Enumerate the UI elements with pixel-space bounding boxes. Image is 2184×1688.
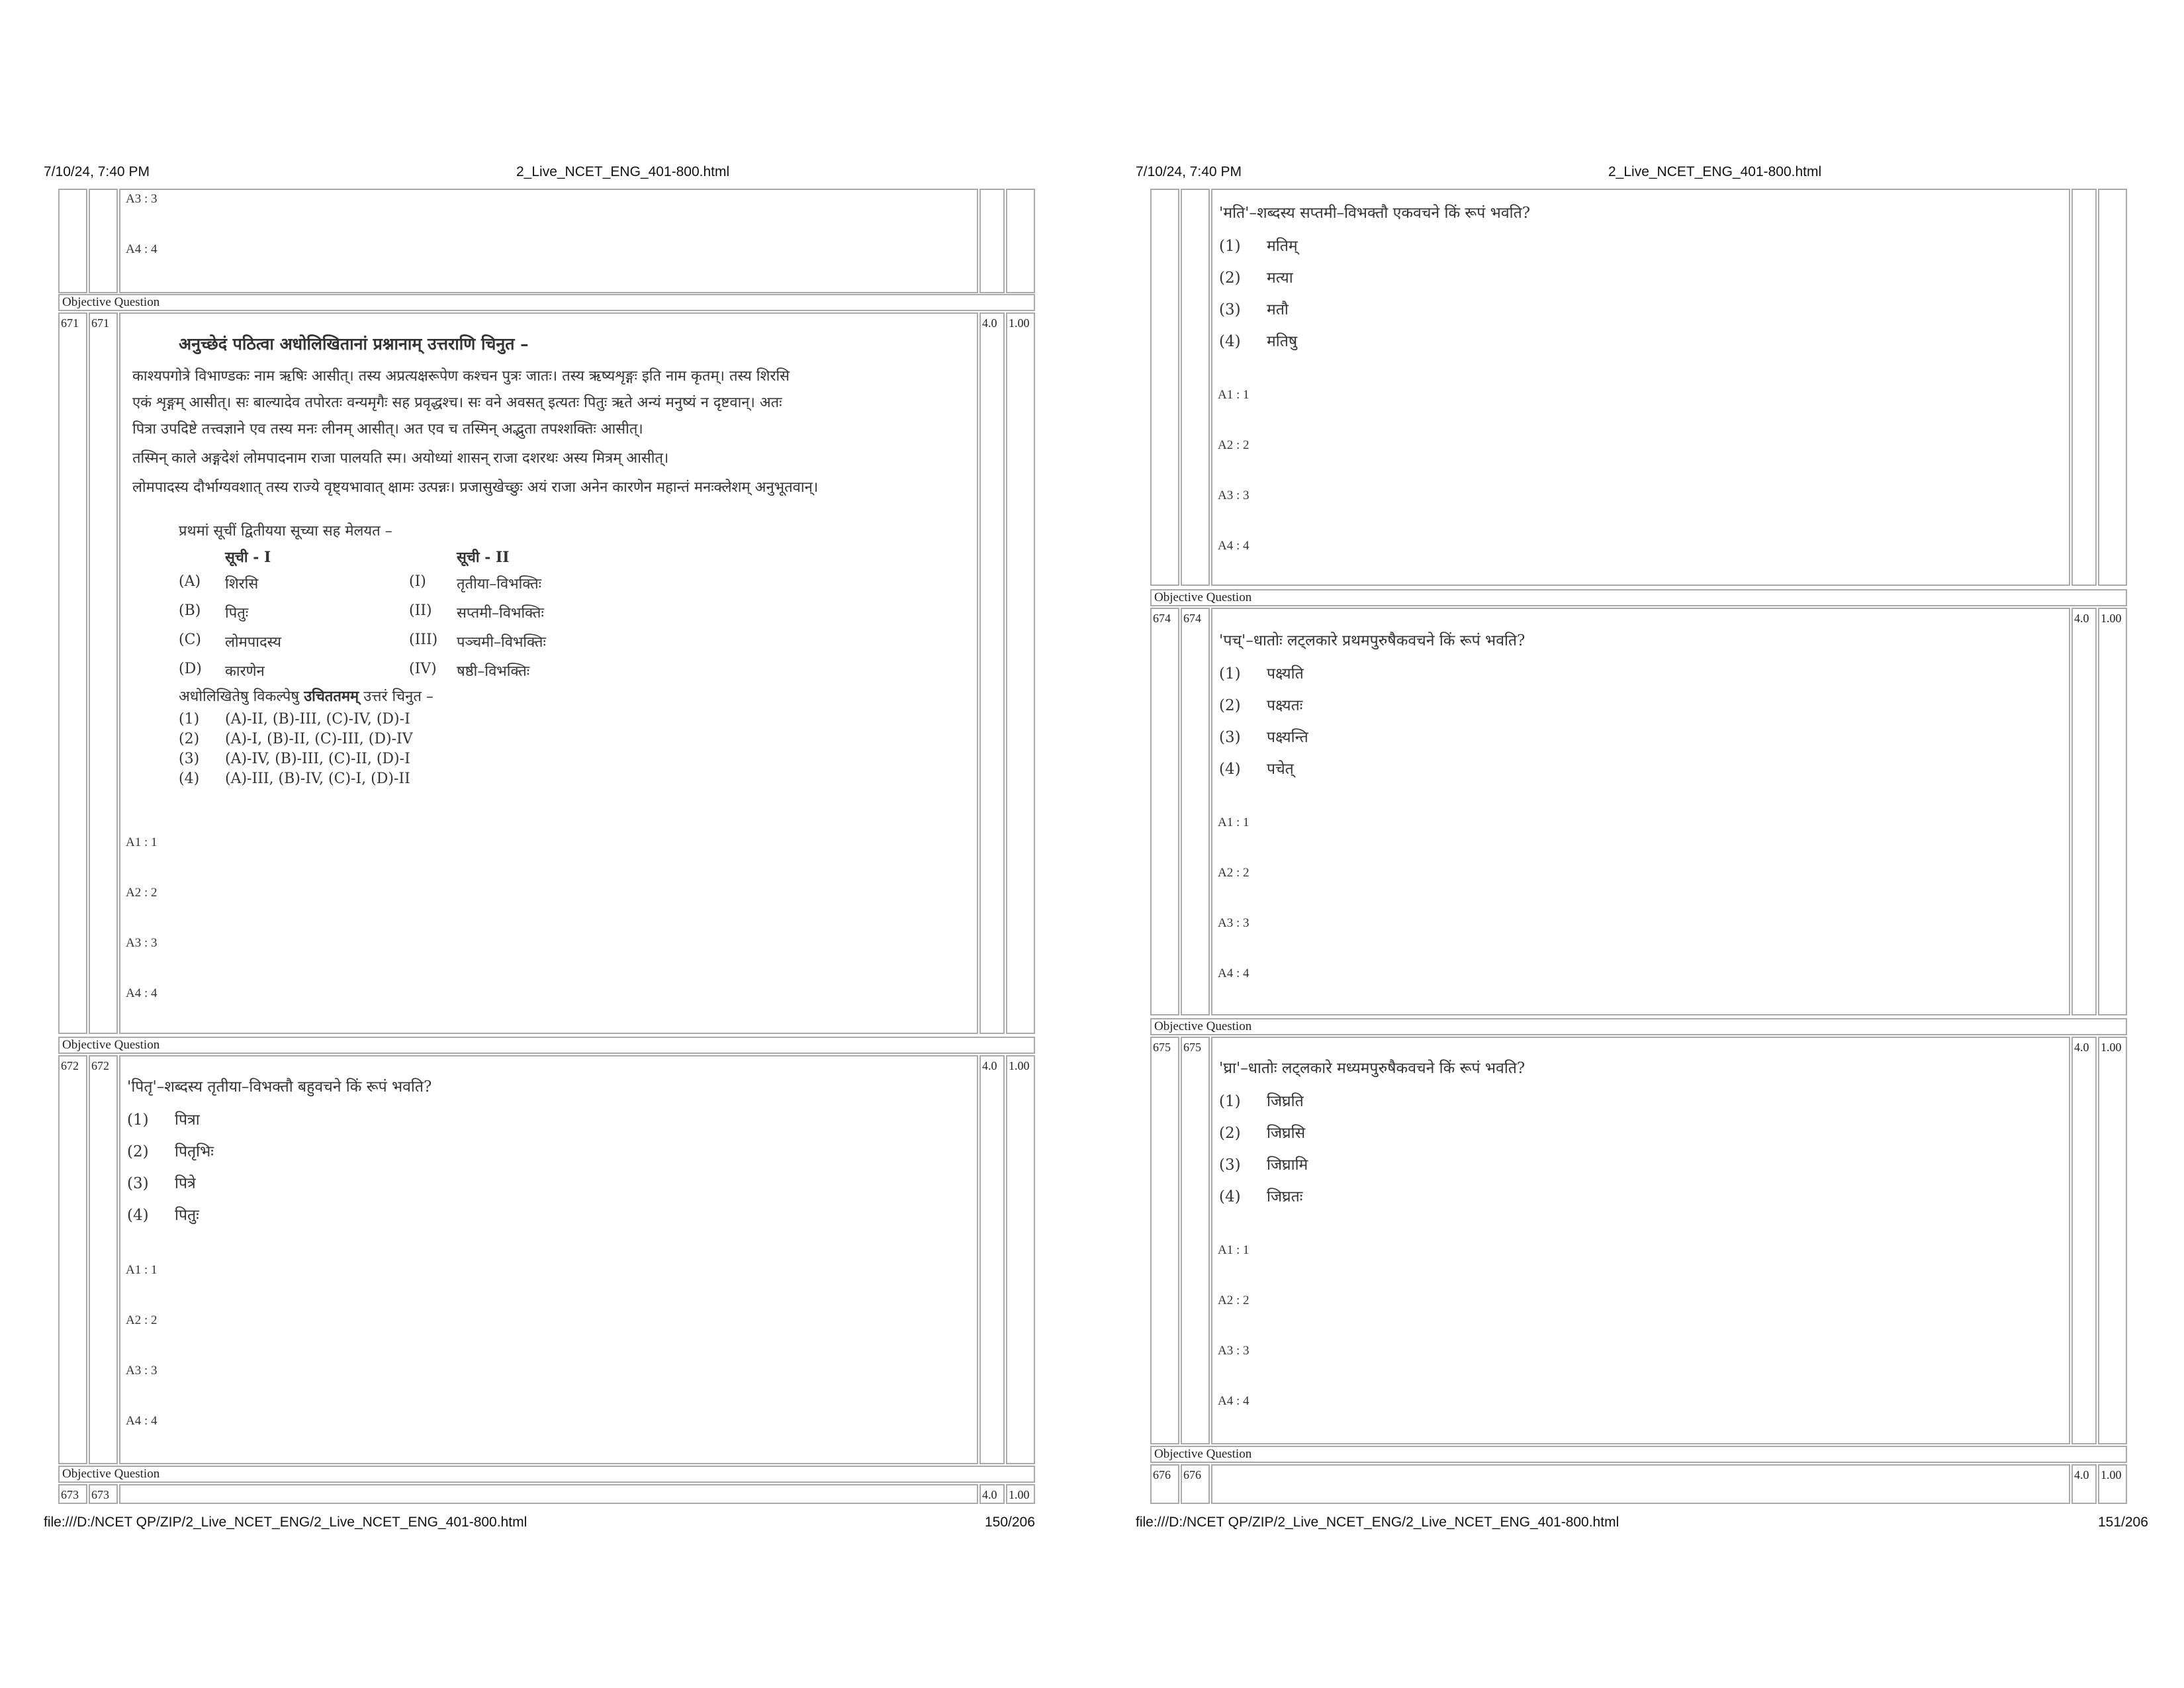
sno-cell-671 (58, 312, 87, 1034)
marks-cell-671 (979, 312, 1005, 1034)
sno-cell-675 (1150, 1037, 1179, 1444)
option-text: पक्ष्यति (1267, 665, 1304, 682)
option-number: (3) (1219, 1156, 1241, 1174)
option-number: (4) (1219, 761, 1241, 778)
answer-3-674: A3 : 3 (1218, 916, 1250, 930)
prev-question-sno-cell (58, 189, 87, 293)
marks-cell-673-cont (2071, 189, 2097, 586)
answer-2-675: A2 : 2 (1218, 1293, 1250, 1307)
match-instruction: प्रथमां सूचीं द्वितीयया सूच्या सह मेलयत – (179, 523, 392, 539)
list-2-key-iv: (IV) (409, 661, 437, 677)
footer-page-number: 150/206 (985, 1515, 1035, 1530)
passage-line-2: एकं शृङ्गम् आसीत्। सः बाल्यादेव तपोरतः वन्यमृगैः सह प्रवृद्धश्च। सः वने अवसत् इत्यतः पितुः ऋते अन्यं मनुष्यं न दृष्टवान्। अतः (132, 395, 782, 411)
list-2-item-iv: षष्ठी–विभक्तिः (457, 663, 530, 680)
answer-3-673: A3 : 3 (1218, 489, 1250, 502)
answer-2-672: A2 : 2 (126, 1313, 158, 1327)
sno-cell-672 (58, 1055, 87, 1464)
choose-bold: उचिततमम् (304, 688, 359, 705)
option-number: (1) (1219, 1093, 1241, 1110)
marks-672: 4.0 (982, 1059, 997, 1072)
prev-question-marks-cell (979, 189, 1005, 293)
passage-line-1: काश्यपगोत्रे विभाण्डकः नाम ऋषिः आसीत्। तस्य अप्रत्यक्षरूपेण कश्चन पुत्रः जातः। तस्य ऋष्यशृङ्गः इति नाम कृतम्। तस्य शिरसि (132, 368, 790, 385)
option-text: पचेत् (1267, 761, 1294, 778)
answer-4-673: A4 : 4 (1218, 539, 1250, 553)
section-label-671: Objective Question (58, 294, 1035, 311)
answer-3-675: A3 : 3 (1218, 1344, 1250, 1358)
marks-673: 4.0 (982, 1488, 997, 1501)
answer-1-673: A1 : 1 (1218, 388, 1250, 402)
option-text: जिघ्रसि (1267, 1125, 1306, 1142)
option-number-1: (1) (179, 711, 200, 727)
option-674-1 (1219, 662, 1304, 683)
list-1-key-b: (B) (179, 602, 201, 619)
option-number: (1) (127, 1111, 149, 1129)
answer-4-674: A4 : 4 (1218, 966, 1250, 980)
option-675-1 (1219, 1090, 1304, 1111)
list-1-item-a: शिरसि (225, 576, 259, 592)
neg-cell-671 (1006, 312, 1035, 1034)
marks-676: 4.0 (2074, 1468, 2089, 1481)
question-body-674 (1211, 608, 2070, 1015)
neg-cell-674 (2098, 608, 2127, 1015)
option-number: (4) (127, 1207, 149, 1224)
header-datetime: 7/10/24, 7:40 PM (44, 164, 150, 179)
qid-cell-674 (1181, 608, 1210, 1015)
list-1-key-a: (A) (179, 573, 201, 590)
question-text-675: 'घ्रा'–धातोः लट्लकारे मध्यमपुरुषैकवचने किं रूपं भवति? (1219, 1060, 1525, 1077)
header-datetime: 7/10/24, 7:40 PM (1136, 164, 1242, 179)
answer-2-671: A2 : 2 (126, 886, 158, 900)
option-number: (4) (1219, 1188, 1241, 1205)
negative-marks-671: 1.00 (1009, 316, 1030, 330)
negative-marks-675: 1.00 (2101, 1041, 2122, 1054)
question-body-672 (119, 1055, 978, 1464)
passage-heading: अनुच्छेदं पठित्वा अधोलिखितानां प्रश्नानाम् उत्तराणि चिनुत – (179, 334, 529, 353)
option-674-3 (1219, 726, 1308, 747)
option-672-1 (127, 1108, 200, 1129)
option-675-3 (1219, 1153, 1308, 1174)
section-label-676: Objective Question (1150, 1446, 2127, 1463)
option-674-2 (1219, 694, 1302, 715)
question-sno-674: 674 (1153, 612, 1171, 625)
answer-2-674: A2 : 2 (1218, 866, 1250, 880)
option-text: मतौ (1267, 301, 1289, 318)
option-text: जिघ्रामि (1267, 1156, 1308, 1174)
question-id-673: 673 (91, 1488, 109, 1501)
footer-file-path: file:///D:/NCET QP/ZIP/2_Live_NCET_ENG/2_Live_NCET_ENG_401-800.html (1136, 1515, 1619, 1530)
option-672-2 (127, 1140, 214, 1161)
option-text: पक्ष्यतः (1267, 697, 1303, 714)
option-text: पितृभिः (175, 1143, 214, 1160)
question-text-674: 'पच्'–धातोः लट्लकारे प्रथमपुरुषैकवचने किं रूपं भवति? (1219, 632, 1525, 649)
sno-cell-673-cont (1150, 189, 1179, 586)
section-label-675: Objective Question (1150, 1018, 2127, 1035)
section-label-674: Objective Question (1150, 589, 2127, 606)
section-label-672: Objective Question (58, 1037, 1035, 1054)
question-id-672: 672 (91, 1059, 109, 1072)
option-text: मत्या (1267, 269, 1293, 287)
option-number: (2) (127, 1143, 149, 1160)
option-number: (3) (127, 1175, 149, 1192)
marks-cell-676 (2071, 1464, 2097, 1504)
passage-line-5: लोमपादस्य दौर्भाग्यवशात् तस्य राज्ये वृष्ट्यभावात् क्षामः उत्पन्नः। प्रजासुखेच्छुः अयं राजा अनेन कारणेन महान्तं मनःक्लेशम् अनुभूतवान्। (132, 479, 819, 496)
question-text-673: 'मति'–शब्दस्य सप्तमी–विभक्तौ एकवचने किं रूपं भवति? (1219, 205, 1531, 222)
marks-cell-673 (979, 1484, 1005, 1504)
list-1-item-d: कारणेन (225, 663, 265, 680)
answer-3-671: A3 : 3 (126, 936, 158, 950)
question-id-675: 675 (1183, 1041, 1201, 1054)
option-672-3 (127, 1172, 196, 1193)
option-text: पक्ष्यन्ति (1267, 729, 1308, 746)
question-sno-676: 676 (1153, 1468, 1171, 1481)
option-number: (2) (1219, 697, 1241, 714)
option-text: मतिषु (1267, 333, 1298, 350)
negative-marks-676: 1.00 (2101, 1468, 2122, 1481)
option-675-4 (1219, 1185, 1302, 1206)
answer-1-674: A1 : 1 (1218, 816, 1250, 829)
neg-cell-676 (2098, 1464, 2127, 1504)
list-2-item-i: तृतीया–विभक्तिः (457, 576, 542, 592)
neg-cell-672 (1006, 1055, 1035, 1464)
question-text-672: 'पितृ'–शब्दस्य तृतीया–विभक्तौ बहुवचने किं रूपं भवति? (127, 1078, 432, 1096)
prev-answer-4: A4 : 4 (126, 242, 158, 256)
list-2-item-iii: पञ्चमी–विभक्तिः (457, 634, 546, 651)
prev-answer-3: A3 : 3 (126, 192, 158, 206)
answer-3-672: A3 : 3 (126, 1364, 158, 1378)
option-text: पित्रा (175, 1111, 200, 1129)
option-673-4 (1219, 330, 1297, 351)
list-2-title: सूची - II (457, 549, 510, 566)
list-1-item-b: पितुः (225, 605, 249, 622)
option-text: जिघ्रतः (1267, 1188, 1303, 1205)
header-filename: 2_Live_NCET_ENG_401-800.html (516, 164, 730, 179)
answer-1-671: A1 : 1 (126, 835, 158, 849)
answer-4-671: A4 : 4 (126, 986, 158, 1000)
choose-pre: अधोलिखितेषु विकल्पेषु (179, 688, 304, 705)
list-1-key-d: (D) (179, 661, 202, 677)
marks-cell-675 (2071, 1037, 2097, 1444)
marks-675: 4.0 (2074, 1041, 2089, 1054)
option-672-4 (127, 1203, 199, 1225)
list-2-key-i: (I) (409, 573, 426, 590)
option-text-4: (A)-III, (B)-IV, (C)-I, (D)-II (225, 771, 410, 787)
list-2-item-ii: सप्तमी–विभक्तिः (457, 605, 544, 622)
question-id-676: 676 (1183, 1468, 1201, 1481)
negative-marks-672: 1.00 (1009, 1059, 1030, 1072)
sno-cell-676 (1150, 1464, 1179, 1504)
option-674-4 (1219, 757, 1294, 778)
question-id-671: 671 (91, 316, 109, 330)
option-number: (3) (1219, 729, 1241, 746)
question-body-673 (119, 1484, 978, 1504)
question-sno-671: 671 (61, 316, 79, 330)
print-page-151 (1092, 0, 2184, 1688)
list-1-key-c: (C) (179, 632, 201, 648)
choose-post: उत्तरं चिनुत – (359, 688, 433, 705)
option-number-2: (2) (179, 731, 200, 747)
neg-cell-675 (2098, 1037, 2127, 1444)
option-text: मतिम् (1267, 238, 1298, 255)
option-number: (4) (1219, 333, 1241, 350)
question-sno-673: 673 (61, 1488, 79, 1501)
prev-question-body-cell (119, 189, 978, 293)
option-675-2 (1219, 1121, 1305, 1143)
sno-cell-674 (1150, 608, 1179, 1015)
qid-cell-673 (89, 1484, 118, 1504)
passage-line-3: पित्रा उपदिष्टे तत्त्वज्ञाने एव तस्य मनः लीनम् आसीत्। अत एव च तस्मिन् अद्भुता तपश्शक्तिः आसीत्। (132, 421, 643, 438)
neg-cell-673-cont (2098, 189, 2127, 586)
negative-marks-673: 1.00 (1009, 1488, 1030, 1501)
option-number: (2) (1219, 269, 1241, 287)
section-label-673: Objective Question (58, 1466, 1035, 1483)
footer-page-number: 151/206 (2098, 1515, 2148, 1530)
qid-cell-675 (1181, 1037, 1210, 1444)
answer-2-673: A2 : 2 (1218, 438, 1250, 452)
option-number: (3) (1219, 301, 1241, 318)
option-673-3 (1219, 298, 1289, 319)
footer-file-path: file:///D:/NCET QP/ZIP/2_Live_NCET_ENG/2_Live_NCET_ENG_401-800.html (44, 1515, 527, 1530)
answer-4-675: A4 : 4 (1218, 1394, 1250, 1408)
option-673-2 (1219, 266, 1293, 287)
passage-line-4: तस्मिन् काले अङ्गदेशं लोमपादनाम राजा पालयति स्म। अयोध्यां शासन् राजा दशरथः अस्य मित्रम् आसीत्। (132, 450, 669, 467)
marks-cell-674 (2071, 608, 2097, 1015)
question-body-673-cont (1211, 189, 2070, 586)
prev-question-qid-cell (89, 189, 118, 293)
option-number-4: (4) (179, 771, 200, 787)
option-text: पित्रे (175, 1175, 196, 1192)
sno-cell-673 (58, 1484, 87, 1504)
option-number: (2) (1219, 1125, 1241, 1142)
list-2-key-iii: (III) (409, 632, 438, 648)
question-sno-675: 675 (1153, 1041, 1171, 1054)
qid-cell-671 (89, 312, 118, 1034)
question-sno-672: 672 (61, 1059, 79, 1072)
option-text: जिघ्रति (1267, 1093, 1304, 1110)
option-text-1: (A)-II, (B)-III, (C)-IV, (D)-I (225, 711, 410, 727)
header-filename: 2_Live_NCET_ENG_401-800.html (1608, 164, 1822, 179)
option-number-3: (3) (179, 751, 200, 767)
marks-cell-672 (979, 1055, 1005, 1464)
option-text-3: (A)-IV, (B)-III, (C)-II, (D)-I (225, 751, 410, 767)
prev-question-neg-cell (1006, 189, 1035, 293)
answer-4-672: A4 : 4 (126, 1414, 158, 1428)
qid-cell-676 (1181, 1464, 1210, 1504)
option-text: पितुः (175, 1207, 199, 1224)
answer-1-675: A1 : 1 (1218, 1243, 1250, 1257)
option-number: (1) (1219, 665, 1241, 682)
list-1-title: सूची - I (225, 549, 271, 566)
list-2-key-ii: (II) (409, 602, 432, 619)
list-1-item-c: लोमपादस्य (225, 634, 281, 651)
qid-cell-672 (89, 1055, 118, 1464)
negative-marks-674: 1.00 (2101, 612, 2122, 625)
question-id-674: 674 (1183, 612, 1201, 625)
neg-cell-673 (1006, 1484, 1035, 1504)
answer-1-672: A1 : 1 (126, 1263, 158, 1277)
question-body-675 (1211, 1037, 2070, 1444)
choose-instruction (179, 686, 433, 706)
qid-cell-673-cont (1181, 189, 1210, 586)
option-text-2: (A)-I, (B)-II, (C)-III, (D)-IV (225, 731, 413, 747)
option-number: (1) (1219, 238, 1241, 255)
marks-671: 4.0 (982, 316, 997, 330)
option-673-1 (1219, 234, 1298, 256)
marks-674: 4.0 (2074, 612, 2089, 625)
question-body-676 (1211, 1464, 2070, 1504)
